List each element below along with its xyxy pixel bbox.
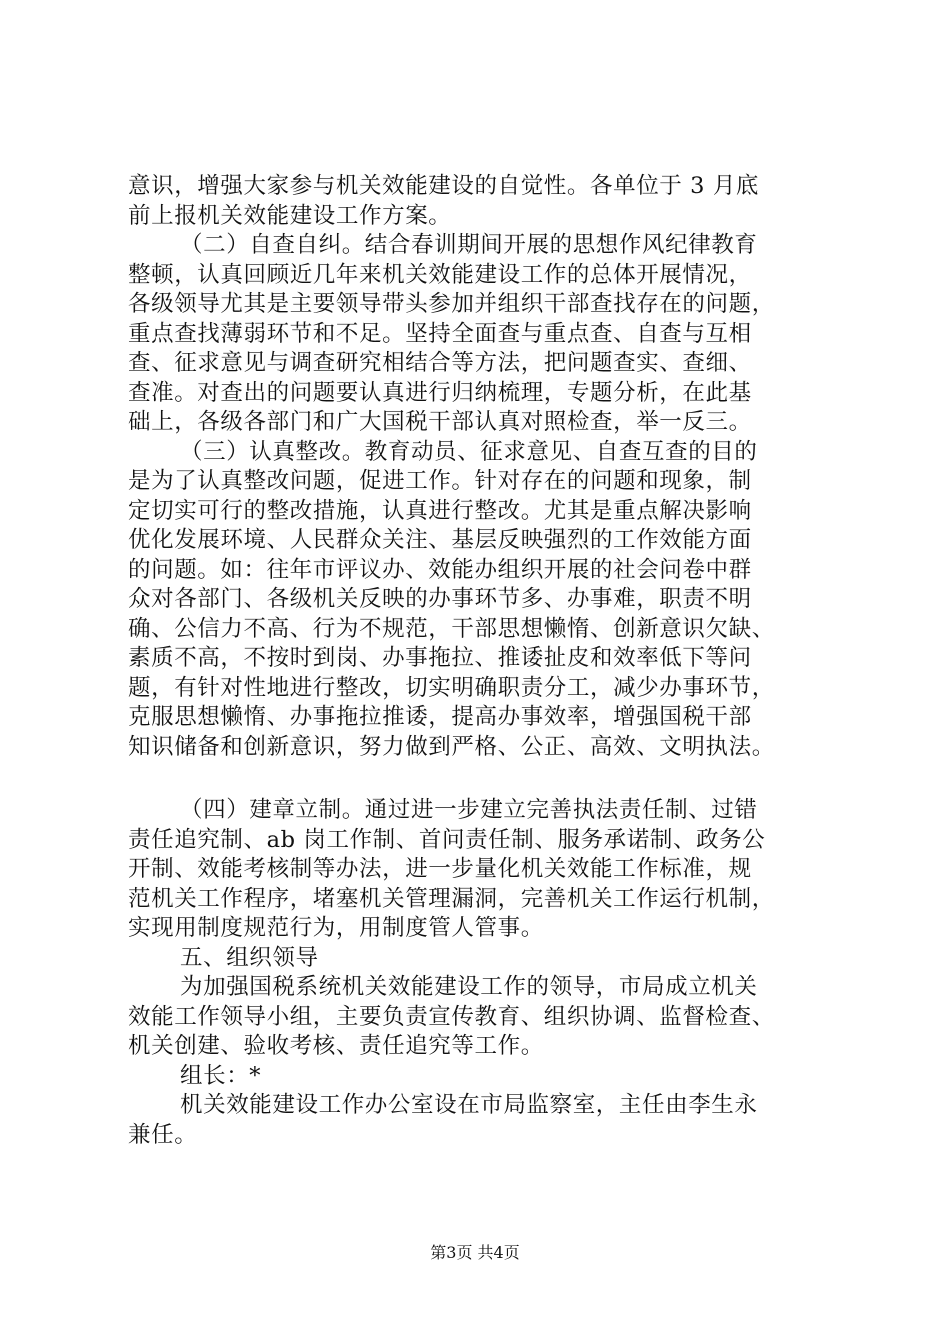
body-line: 克服思想懒惰、办事拖拉推诿，提高办事效率，增强国税干部	[128, 704, 752, 730]
body-line: 效能工作领导小组，主要负责宣传教育、组织协调、监督检查、	[128, 1003, 775, 1030]
body-line: 优化发展环境、人民群众关注、基层反映强烈的工作效能方面	[128, 527, 752, 553]
body-line: 众对各部门、各级机关反映的办事环节多、办事难，职责不明	[128, 586, 752, 612]
body-line: 重点查找薄弱环节和不足。坚持全面查与重点查、自查与互相	[128, 320, 752, 347]
body-line: 机关效能建设工作办公室设在市局监察室，主任由李生永	[180, 1092, 758, 1118]
body-line: 知识储备和创新意识，努力做到严格、公正、高效、文明执法。	[128, 733, 775, 760]
body-line: 查、征求意见与调查研究相结合等方法，把问题查实、查细、	[128, 350, 752, 376]
section-4-heading-line: （四）建章立制。通过进一步建立完善执法责任制、过错	[180, 797, 758, 823]
body-line: 础上，各级各部门和广大国税干部认真对照检查，举一反三。	[128, 409, 752, 435]
body-line: 的问题。如：往年市评议办、效能办组织开展的社会问卷中群	[128, 556, 752, 583]
body-line: 开制、效能考核制等办法，进一步量化机关效能工作标准，规	[128, 856, 752, 882]
body-line: 是为了认真整改问题，促进工作。针对存在的问题和现象，制	[128, 468, 752, 494]
section-5-heading: 五、组织领导	[180, 944, 319, 971]
document-body	[128, 172, 840, 1150]
body-line: 素质不高，不按时到岗、办事拖拉、推诿扯皮和效率低下等问	[128, 645, 752, 671]
body-line: 前上报机关效能建设工作方案。	[128, 202, 452, 229]
section-2-heading-line: （二）自查自纠。结合春训期间开展的思想作风纪律教育	[180, 232, 758, 258]
body-line: 机关创建、验收考核、责任追究等工作。	[128, 1033, 544, 1059]
page-number-footer: 第3页 共4页	[430, 1243, 520, 1262]
body-line: 兼任。	[128, 1121, 198, 1148]
section-3-heading-line: （三）认真整改。教育动员、征求意见、自查互查的目的	[180, 438, 758, 465]
body-line: 范机关工作程序，堵塞机关管理漏洞，完善机关工作运行机制，	[128, 885, 775, 912]
body-line: 责任追究制、ab 岗工作制、首问责任制、服务承诺制、政务公	[128, 826, 766, 853]
body-line: 各级领导尤其是主要领导带头参加并组织干部查找存在的问题，	[128, 291, 775, 317]
body-line: 定切实可行的整改措施，认真进行整改。尤其是重点解决影响	[128, 497, 752, 524]
group-leader-line: 组长：*	[180, 1062, 262, 1089]
body-line: 实现用制度规范行为，用制度管人管事。	[128, 915, 544, 941]
body-line: 题，有针对性地进行整改，切实明确职责分工，减少办事环节，	[128, 674, 775, 701]
paragraph-gap	[128, 762, 840, 796]
body-line: 意识，增强大家参与机关效能建设的自觉性。各单位于 3 月底	[128, 173, 760, 199]
body-line: 查准。对查出的问题要认真进行归纳梳理，专题分析，在此基	[128, 379, 752, 406]
body-line: 为加强国税系统机关效能建设工作的领导，市局成立机关	[180, 974, 758, 1000]
body-line: 确、公信力不高、行为不规范，干部思想懒惰、创新意识欠缺、	[128, 615, 775, 642]
body-line: 整顿，认真回顾近几年来机关效能建设工作的总体开展情况，	[128, 261, 752, 288]
